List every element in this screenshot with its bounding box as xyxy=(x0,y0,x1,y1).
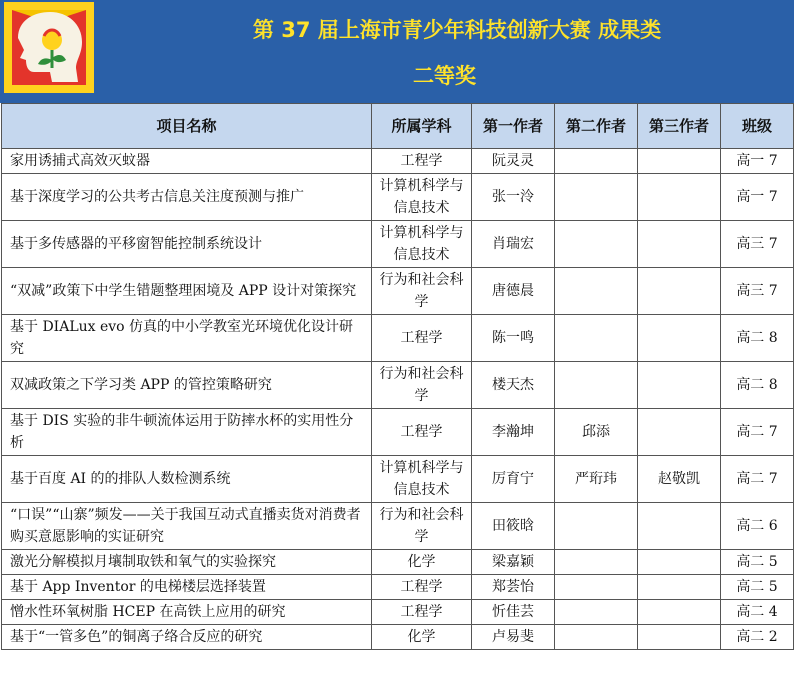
third-author-cell xyxy=(638,550,721,575)
second-author-cell xyxy=(555,550,638,575)
class-cell: 高二 7 xyxy=(721,409,794,456)
project-name-cell: 家用诱捕式高效灭蚊器 xyxy=(2,149,372,174)
class-cell: 高二 5 xyxy=(721,550,794,575)
project-name-cell: 基于 DIALux evo 仿真的中小学教室光环境优化设计研究 xyxy=(2,315,372,362)
table-header-row xyxy=(2,104,794,149)
subject-cell: 化学 xyxy=(372,625,472,650)
subject-cell: 行为和社会科学 xyxy=(372,362,472,409)
table-row xyxy=(2,409,794,456)
project-name-cell: 基于百度 AI 的的排队人数检测系统 xyxy=(2,456,372,503)
first-author-cell: 张一泠 xyxy=(472,174,555,221)
class-cell: 高二 2 xyxy=(721,625,794,650)
subject-cell: 计算机科学与信息技术 xyxy=(372,456,472,503)
project-name-cell: “口误”“山寨”频发——关于我国互动式直播卖货对消费者购买意愿影响的实证研究 xyxy=(2,503,372,550)
subject-cell: 工程学 xyxy=(372,409,472,456)
project-name-cell: 基于 App Inventor 的电梯楼层选择装置 xyxy=(2,575,372,600)
column-header-class: 班级 xyxy=(721,104,794,149)
third-author-cell xyxy=(638,409,721,456)
second-author-cell xyxy=(555,575,638,600)
table-row xyxy=(2,315,794,362)
project-name-cell: 激光分解模拟月壤制取铁和氧气的实验探究 xyxy=(2,550,372,575)
third-author-cell xyxy=(638,600,721,625)
first-author-cell: 梁嘉颖 xyxy=(472,550,555,575)
header-banner xyxy=(0,0,794,103)
project-name-cell: 双减政策之下学习类 APP 的管控策略研究 xyxy=(2,362,372,409)
class-cell: 高三 7 xyxy=(721,221,794,268)
second-author-cell xyxy=(555,149,638,174)
subject-cell: 工程学 xyxy=(372,600,472,625)
first-author-cell: 厉育宁 xyxy=(472,456,555,503)
third-author-cell xyxy=(638,174,721,221)
first-author-cell: 唐德晨 xyxy=(472,268,555,315)
first-author-cell: 郑荟怡 xyxy=(472,575,555,600)
first-author-cell: 李瀚坤 xyxy=(472,409,555,456)
project-name-cell: 基于深度学习的公共考古信息关注度预测与推广 xyxy=(2,174,372,221)
third-author-cell xyxy=(638,503,721,550)
table-row xyxy=(2,174,794,221)
first-author-cell: 卢易斐 xyxy=(472,625,555,650)
third-author-cell xyxy=(638,575,721,600)
second-author-cell: 邱添 xyxy=(555,409,638,456)
column-header-second-author: 第二作者 xyxy=(555,104,638,149)
second-author-cell xyxy=(555,362,638,409)
project-name-cell: “双减”政策下中学生错题整理困境及 APP 设计对策探究 xyxy=(2,268,372,315)
awards-table xyxy=(1,103,794,650)
first-author-cell: 肖瑞宏 xyxy=(472,221,555,268)
subject-cell: 工程学 xyxy=(372,149,472,174)
second-author-cell xyxy=(555,600,638,625)
subject-cell: 行为和社会科学 xyxy=(372,503,472,550)
table-row xyxy=(2,575,794,600)
competition-logo-icon xyxy=(4,2,94,93)
third-author-cell xyxy=(638,268,721,315)
table-row xyxy=(2,550,794,575)
first-author-cell: 田筱晗 xyxy=(472,503,555,550)
class-cell: 高二 5 xyxy=(721,575,794,600)
project-name-cell: 基于多传感器的平移窗智能控制系统设计 xyxy=(2,221,372,268)
third-author-cell: 赵敬凯 xyxy=(638,456,721,503)
subject-cell: 行为和社会科学 xyxy=(372,268,472,315)
table-row xyxy=(2,268,794,315)
subject-cell: 工程学 xyxy=(372,575,472,600)
table-row xyxy=(2,221,794,268)
second-author-cell xyxy=(555,625,638,650)
class-cell: 高三 7 xyxy=(721,268,794,315)
third-author-cell xyxy=(638,362,721,409)
table-row xyxy=(2,600,794,625)
class-cell: 高二 7 xyxy=(721,456,794,503)
project-name-cell: 基于“一管多色”的铜离子络合反应的研究 xyxy=(2,625,372,650)
second-author-cell xyxy=(555,315,638,362)
column-header-project: 项目名称 xyxy=(2,104,372,149)
second-author-cell xyxy=(555,268,638,315)
project-name-cell: 基于 DIS 实验的非牛顿流体运用于防摔水杯的实用性分析 xyxy=(2,409,372,456)
table-row xyxy=(2,625,794,650)
subject-cell: 工程学 xyxy=(372,315,472,362)
column-header-third-author: 第三作者 xyxy=(638,104,721,149)
column-header-subject: 所属学科 xyxy=(372,104,472,149)
second-author-cell xyxy=(555,503,638,550)
second-author-cell xyxy=(555,174,638,221)
subject-cell: 计算机科学与信息技术 xyxy=(372,221,472,268)
page-title: 第 37 届上海市青少年科技创新大赛 成果类 xyxy=(252,18,662,42)
third-author-cell xyxy=(638,221,721,268)
class-cell: 高二 8 xyxy=(721,315,794,362)
project-name-cell: 憎水性环氧树脂 HCEP 在高铁上应用的研究 xyxy=(2,600,372,625)
first-author-cell: 阮灵灵 xyxy=(472,149,555,174)
class-cell: 高二 6 xyxy=(721,503,794,550)
award-level: 二等奖 xyxy=(413,64,476,88)
subject-cell: 计算机科学与信息技术 xyxy=(372,174,472,221)
column-header-first-author: 第一作者 xyxy=(472,104,555,149)
class-cell: 高一 7 xyxy=(721,149,794,174)
first-author-cell: 忻佳芸 xyxy=(472,600,555,625)
table-row xyxy=(2,149,794,174)
third-author-cell xyxy=(638,625,721,650)
class-cell: 高二 8 xyxy=(721,362,794,409)
table-row xyxy=(2,456,794,503)
first-author-cell: 陈一鸣 xyxy=(472,315,555,362)
third-author-cell xyxy=(638,315,721,362)
first-author-cell: 楼天杰 xyxy=(472,362,555,409)
class-cell: 高一 7 xyxy=(721,174,794,221)
second-author-cell xyxy=(555,221,638,268)
subject-cell: 化学 xyxy=(372,550,472,575)
table-row xyxy=(2,362,794,409)
second-author-cell: 严珩玮 xyxy=(555,456,638,503)
class-cell: 高二 4 xyxy=(721,600,794,625)
table-row xyxy=(2,503,794,550)
third-author-cell xyxy=(638,149,721,174)
